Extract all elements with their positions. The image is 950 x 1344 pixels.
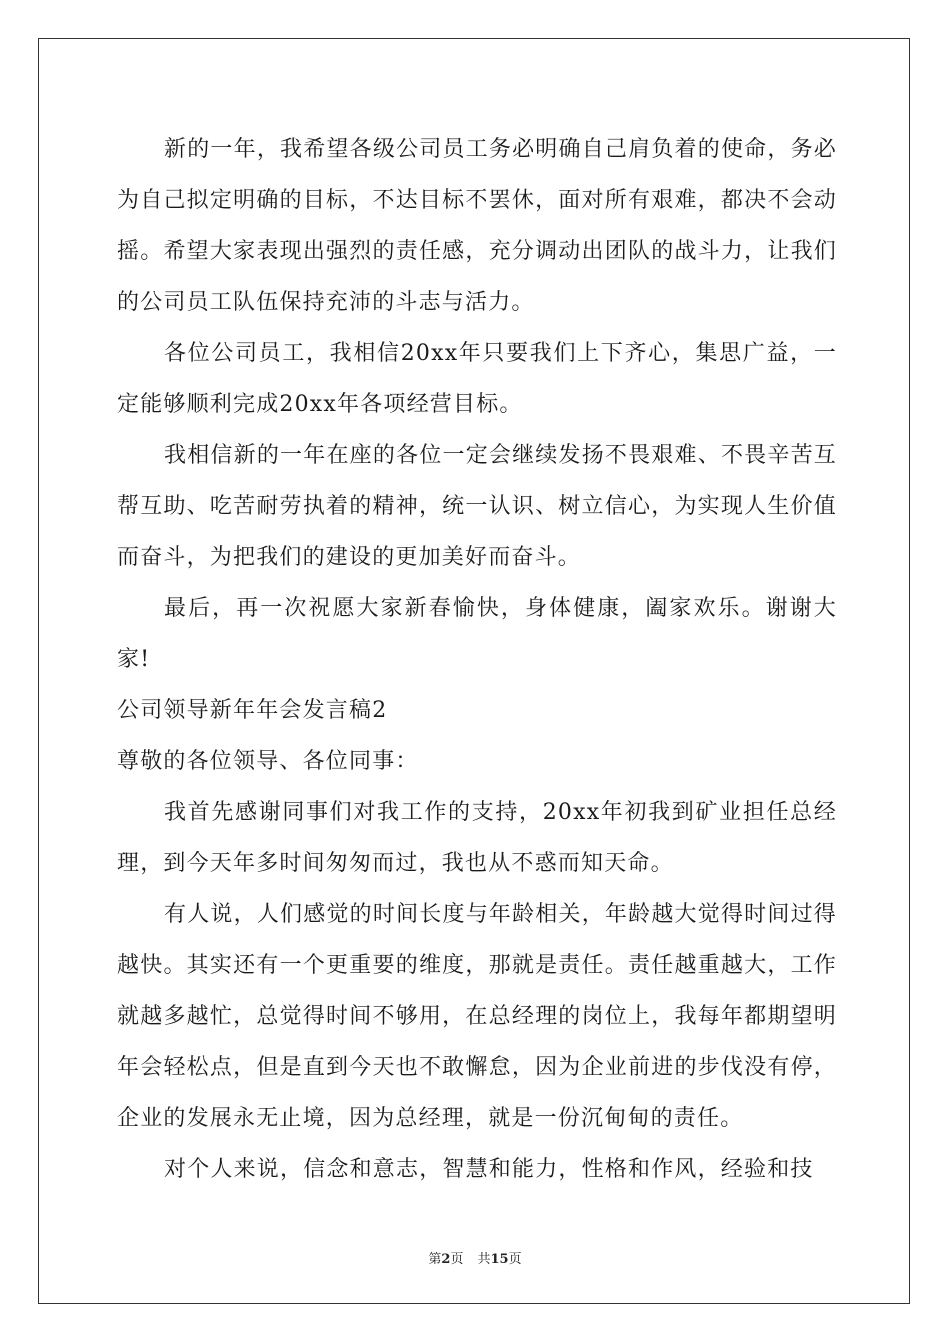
paragraph: 新的一年，我希望各级公司员工务必明确自己肩负着的使命，务必为自己拟定明确的目标，不达目标不罢休，面对所有艰难，都决不会动摇。希望大家表现出强烈的责任感，充分调动出团队的战斗力，让我们的公司员工队伍保持充沛的斗志与活力。: [117, 137, 837, 315]
section-title: 公司领导新年年会发言稿2: [117, 698, 388, 723]
paragraph: 有人说，人们感觉的时间长度与年龄相关，年龄越大觉得时间过得越快。其实还有一个更重要的维度，那就是责任。责任越重越大，工作就越多越忙，总觉得时间不够用，在总经理的岗位上，我每年都期望明年会轻松点，但是直到今天也不敢懈怠，因为企业前进的步伐没有停，企业的发展永无止境，因为总经理，就是一份沉甸甸的责任。: [117, 902, 837, 1131]
paragraph: 我相信新的一年在座的各位一定会继续发扬不畏艰难、不畏辛苦互帮互助、吃苦耐劳执着的精神，统一认识、树立信心，为实现人生价值而奋斗，为把我们的建设的更加美好而奋斗。: [117, 443, 837, 570]
paragraph: 我首先感谢同事们对我工作的支持，20xx年初我到矿业担任总经理，到今天年多时间匆匆而过，我也从不惑而知天命。: [117, 800, 837, 876]
document-body: [117, 124, 837, 1195]
salutation: 尊敬的各位领导、各位同事：: [117, 749, 419, 774]
footer-total-suffix: 页: [508, 1252, 522, 1267]
footer-page-suffix: 页: [450, 1252, 464, 1267]
current-page-number: 2: [441, 1252, 451, 1267]
total-page-number: 15: [490, 1252, 509, 1267]
page-footer: [0, 1248, 950, 1267]
paragraph: 各位公司员工，我相信20xx年只要我们上下齐心，集思广益，一定能够顺利完成20xx年各项经营目标。: [117, 341, 837, 417]
footer-prefix: 第: [428, 1252, 442, 1267]
paragraph: 最后，再一次祝愿大家新春愉快，身体健康，阖家欢乐。谢谢大家!: [117, 596, 837, 672]
paragraph: 对个人来说，信念和意志，智慧和能力，性格和作风，经验和技: [164, 1157, 814, 1182]
footer-total-prefix: 共: [477, 1252, 491, 1267]
